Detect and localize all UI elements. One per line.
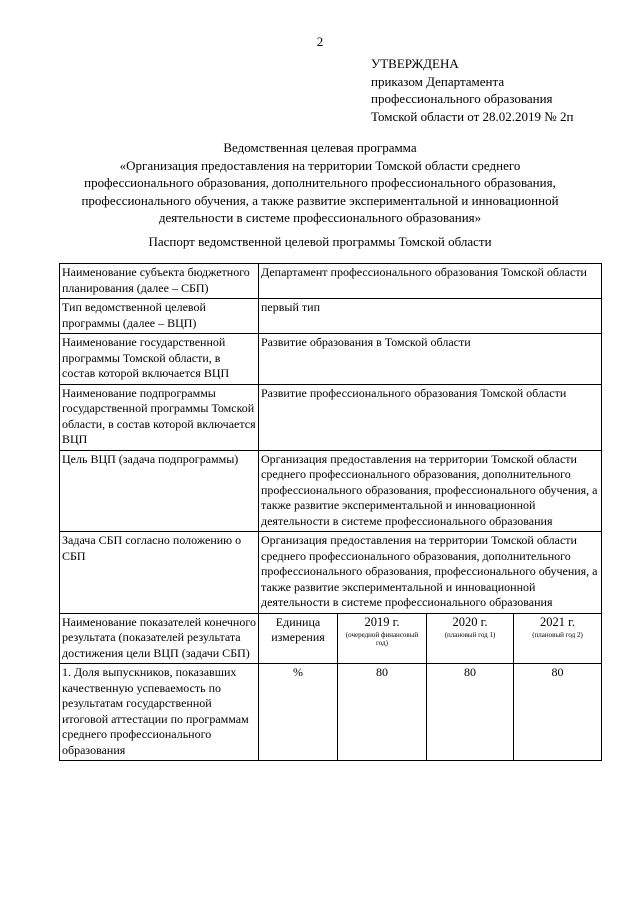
indicator-row — [60, 664, 602, 761]
indicator-name: 1. Доля выпускников, показавших качественную успеваемость по результатам государственной итоговой аттестации по программам среднего профессионального образования — [60, 664, 259, 761]
indicators-header-row — [60, 613, 602, 664]
row-label: Цель ВЦП (задача подпрограммы) — [60, 450, 259, 532]
row-value: Организация предоставления на территории Томской области среднего профессионального образования, дополнительного профессионального образования, профессионального обучения, а также развитие экспериментальной и инновационной деятельности в системе профессионального образования — [259, 450, 602, 532]
passport-title: Паспорт ведомственной целевой программы Томской области — [148, 234, 492, 249]
indicator-value-2020: 80 — [427, 664, 514, 761]
program-title-line: профессионального образования, дополнительного профессионального образования, — [84, 175, 556, 190]
table-row — [60, 299, 602, 334]
approval-line: профессионального образования — [371, 91, 553, 106]
page-number: 2 — [316, 34, 324, 49]
table-row — [60, 450, 602, 532]
year-header — [514, 613, 602, 664]
table-row — [60, 334, 602, 385]
program-title-line: профессионального обучения, а также развитие экспериментальной и инновационной — [81, 192, 559, 208]
year-header — [338, 613, 427, 664]
program-title — [30, 139, 610, 227]
year-label: 2021 г. — [540, 614, 575, 629]
program-title-line: деятельности в системе профессионального образования» — [158, 210, 482, 225]
row-value: Развитие профессионального образования Томской области — [259, 384, 602, 450]
approval-line: приказом Департамента — [371, 73, 505, 89]
indicator-unit: % — [259, 664, 338, 761]
row-label: Задача СБП согласно положению о СБП — [60, 532, 259, 614]
table-row — [60, 532, 602, 614]
program-title-line: «Организация предоставления на территории Томской области среднего — [119, 157, 521, 173]
row-value: первый тип — [259, 299, 602, 334]
table-row — [60, 384, 602, 450]
year-label: 2020 г. — [452, 614, 488, 629]
indicator-value-2019: 80 — [338, 664, 427, 761]
unit-header: Единица измерения — [259, 613, 338, 664]
approval-line: УТВЕРЖДЕНА — [371, 56, 459, 71]
row-value: Развитие образования в Томской области — [259, 334, 602, 385]
row-label: Наименование субъекта бюджетного планирования (далее – СБП) — [60, 264, 259, 299]
row-value: Организация предоставления на территории Томской области среднего профессионального образования, дополнительного профессионального образования, профессионального обучения, а также развитие экспериментальной и инновационной деятельности в системе профессионального образования — [259, 532, 602, 614]
indicators-header-label: Наименование показателей конечного результата (показателей результата достижения цели ВЦП (задачи СБП) — [60, 613, 259, 664]
approval-stamp — [371, 55, 573, 125]
approval-line: Томской области от 28.02.2019 № 2п — [371, 108, 574, 124]
row-value: Департамент профессионального образования Томской области — [259, 264, 602, 299]
row-label: Наименование подпрограммы государственной программы Томской области, в состав которой включается ВЦП — [60, 384, 259, 450]
table-row — [60, 264, 602, 299]
indicator-value-2021: 80 — [514, 664, 602, 761]
year-note: (очередной финансовый год) — [345, 631, 419, 647]
row-label: Тип ведомственной целевой программы (далее – ВЦП) — [60, 299, 259, 334]
program-title-line: Ведомственная целевая программа — [223, 140, 417, 155]
passport-table — [59, 263, 602, 761]
year-note: (плановый год 1) — [444, 631, 496, 639]
year-label: 2019 г. — [364, 614, 400, 629]
year-note: (плановый год 2) — [532, 631, 583, 639]
row-label: Наименование государственной программы Томской области, в состав которой включается ВЦП — [60, 334, 259, 385]
year-header — [427, 613, 514, 664]
